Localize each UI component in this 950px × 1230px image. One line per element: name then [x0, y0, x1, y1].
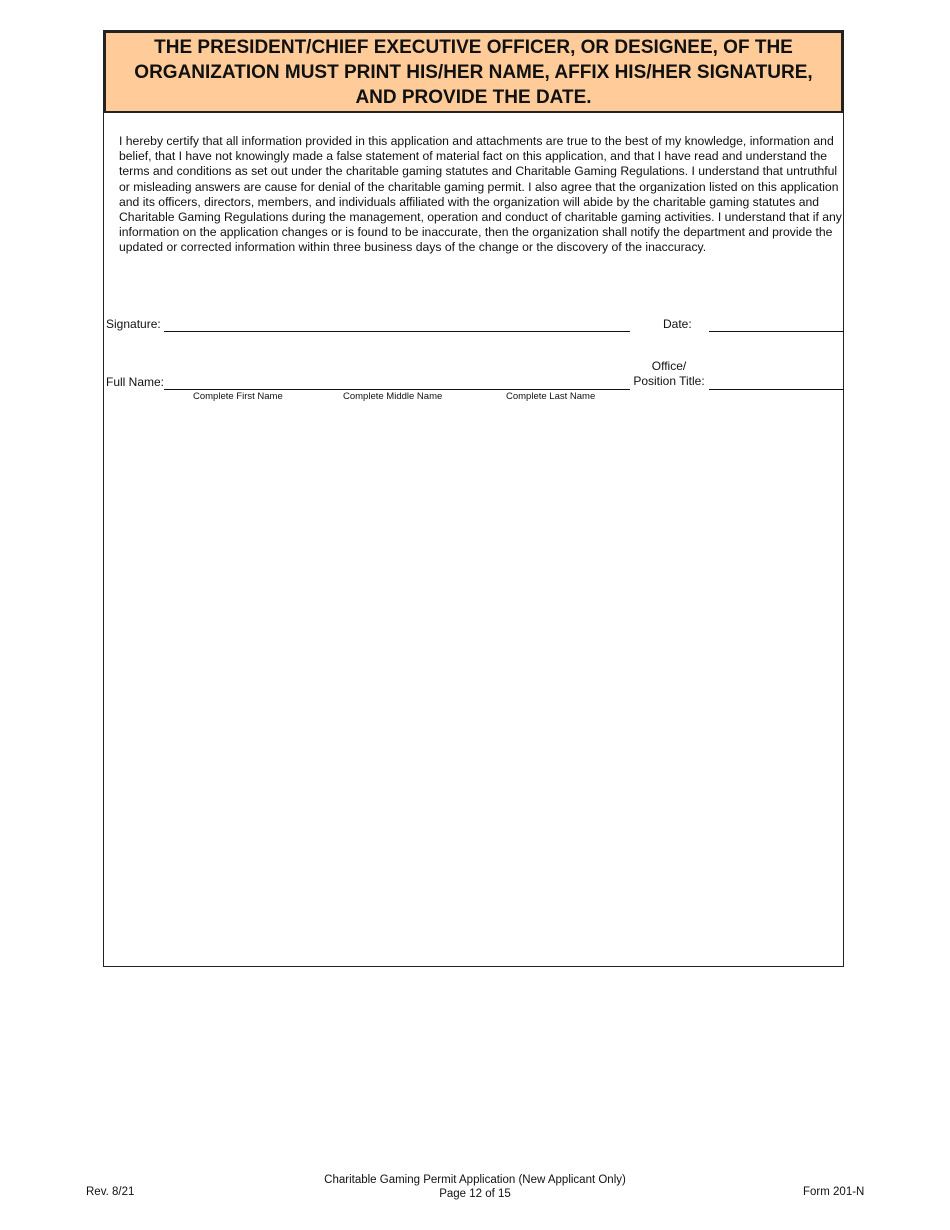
date-label: Date: [663, 317, 692, 331]
office-position-field[interactable] [709, 389, 844, 390]
header-title: THE PRESIDENT/CHIEF EXECUTIVE OFFICER, OR DESIGNEE, OF THE ORGANIZATION MUST PRINT HIS/HER NAME, AFFIX HIS/HER SIGNATURE, AND PROVIDE THE DATE. [134, 36, 813, 108]
certification-form-box [103, 30, 844, 967]
office-position-label [630, 359, 708, 389]
signature-field[interactable] [164, 331, 630, 332]
footer-page-number: Page 12 of 15 [439, 1187, 511, 1200]
footer-document-title: Charitable Gaming Permit Application (New Applicant Only) [324, 1174, 626, 1186]
date-field[interactable] [709, 331, 844, 332]
signature-label: Signature: [106, 317, 161, 331]
last-name-sublabel: Complete Last Name [506, 391, 596, 402]
middle-name-sublabel: Complete Middle Name [343, 391, 443, 402]
first-name-sublabel: Complete First Name [193, 391, 283, 402]
full-name-field[interactable] [164, 389, 630, 390]
office-label-line2: Position Title: [633, 374, 705, 388]
footer-revision: Rev. 8/21 [86, 1186, 135, 1198]
full-name-label: Full Name: [106, 375, 165, 389]
office-label-line1: Office/ [651, 359, 687, 373]
header-banner [104, 31, 843, 113]
footer-form-number: Form 201-N [803, 1186, 865, 1198]
certification-statement: I hereby certify that all information provided in this application and attachments are true to the best of my knowledge, information and belief, that I have not knowingly made a false statement of material fact on this application, and that I have read and understand the terms and conditions as set out under the charitable gaming statutes and Charitable Gaming Regulations. I understand that untruthful or misleading answers are cause for denial of the charitable gaming permit. I also agree that the organization listed on this application and its officers, directors, members, and individuals affiliated with the organization will abide by the charitable gaming statutes and Charitable Gaming Regulations during the management, operation and conduct of charitable gaming activities. I understand that if any information on the application changes or is found to be inaccurate, then the organization shall notify the department and provide the updated or corrected information within three business days of the change or the discovery of the inaccuracy. [119, 134, 842, 255]
